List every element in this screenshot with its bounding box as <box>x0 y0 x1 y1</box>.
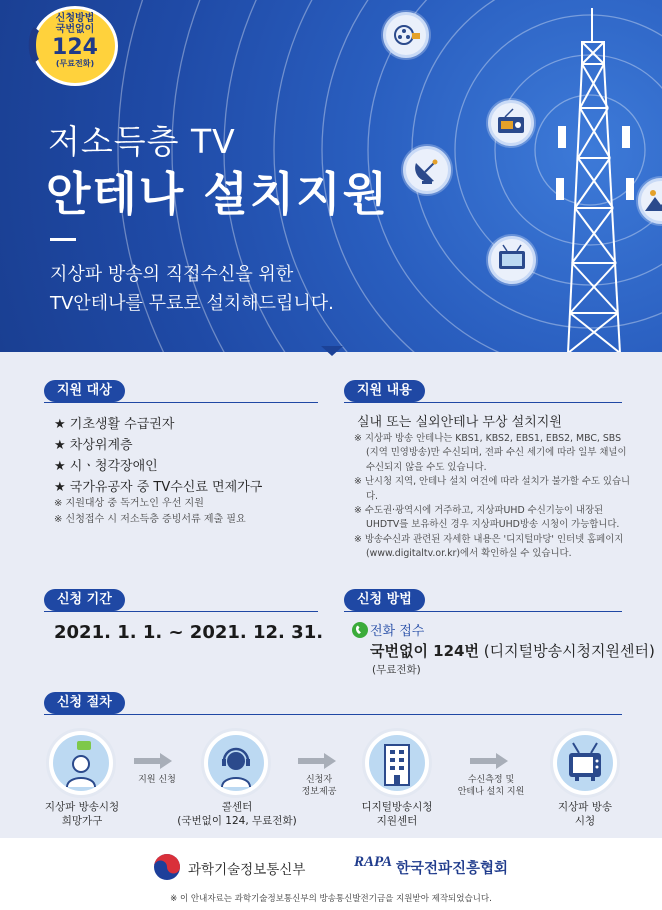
section-divider <box>44 714 622 715</box>
step-label-line1: 지상파 방송시청 <box>44 801 120 813</box>
arrow-label <box>120 774 194 786</box>
section-label-content: 지원 내용 <box>344 380 425 402</box>
film-reel-icon <box>383 12 429 58</box>
title-line1: 저소득층 TV <box>48 122 236 161</box>
application-badge <box>24 6 124 88</box>
transmission-tower-icon <box>556 8 646 352</box>
ministry-logo-icon <box>152 852 182 882</box>
target-note: ※ 지원대상 중 독거노인 우선 지원 <box>54 498 204 509</box>
hero-banner <box>0 0 662 352</box>
title-line2: 안테나 설치지원 <box>46 167 390 221</box>
step-label-line2: 지원센터 <box>376 815 418 827</box>
step-tv-icon <box>550 728 620 798</box>
arrow-label-line2: 안테나 설치 지원 <box>457 787 525 797</box>
section-divider <box>344 611 622 612</box>
content-title: 실내 또는 실외안테나 무상 설치지원 <box>357 415 562 430</box>
section-label-method: 신청 방법 <box>344 589 425 611</box>
footnote: ※ 이 안내자료는 과학기술정보통신부의 방송통신발전기금을 지원받아 제작되었습니다. <box>170 894 492 904</box>
subtitle-line1: 지상파 방송의 직접수신을 위한 <box>50 264 294 285</box>
method-main-bold: 국번없이 124번 <box>370 642 479 660</box>
target-item: ★ 국가유공자 중 TV수신료 면제가구 <box>54 480 263 495</box>
section-label-target: 지원 대상 <box>44 380 125 402</box>
rapa-logo: RAPA <box>354 854 393 870</box>
person-icon <box>49 731 119 801</box>
step-headset-icon <box>201 728 271 798</box>
arrow-label-line1: 신청자 <box>305 775 333 785</box>
section-label-procedure: 신청 절차 <box>44 692 125 714</box>
section-divider <box>44 402 318 403</box>
hero-notch <box>321 346 343 356</box>
step-building-icon <box>362 728 432 798</box>
arrow-icon <box>298 752 338 770</box>
tv-icon <box>488 236 536 284</box>
step-label-line1: 콜센터 <box>221 801 253 813</box>
satellite-dish-icon <box>403 146 451 194</box>
building-icon <box>365 731 435 801</box>
target-item: ★ 차상위계층 <box>54 438 133 453</box>
content-note: ※ 난시청 지역, 안테나 설치 여건에 따라 설치가 불가할 수도 있습니다. <box>354 476 631 502</box>
radio-icon <box>488 100 534 146</box>
step-label <box>532 800 638 828</box>
arrow-label-line1: 지원 신청 <box>138 775 176 785</box>
step-label <box>26 800 138 828</box>
target-note: ※ 신청접수 시 저소득층 증빙서류 제출 필요 <box>54 514 246 525</box>
content-note: ※ 방송수신과 관련된 자세한 내용은 '디지털마당' 인터넷 홈페이지(www.digitaltv.or.kr)에서 확인하실 수 있습니다. <box>354 533 624 560</box>
arrow-label <box>282 774 356 798</box>
content-note: ※ 지상파 방송 안테나는 KBS1, KBS2, EBS1, EBS2, MBC, SBS (지역 민영방송)만 수신되며, 전파 수신 세기에 따라 일부 채널이 수신되지 않을 수도 있습니다. <box>354 433 627 473</box>
method-sub: (무료전화) <box>372 664 421 676</box>
subtitle-line2: TV안테나를 무료로 설치해드립니다. <box>50 293 334 314</box>
subtitle <box>50 260 334 318</box>
badge-number: 124 <box>52 35 98 60</box>
step-person-icon <box>46 728 116 798</box>
arrow-label-line1: 수신측정 및 <box>467 775 515 785</box>
arrow-icon <box>470 752 510 770</box>
method-head <box>352 620 424 639</box>
step-label-line1: 디지털방송시청 <box>361 801 433 813</box>
title-divider <box>50 238 76 241</box>
badge-line1: 신청방법 <box>55 13 95 24</box>
content-note: ※ 수도권·광역시에 거주하고, 지상파UHD 수신기능이 내장된 UHDTV를 보유하신 경우 지상파UHD방송 시청이 가능합니다. <box>354 505 620 531</box>
target-item: ★ 시ㆍ청각장애인 <box>54 459 158 474</box>
step-label <box>334 800 460 828</box>
badge-free: (무료전화) <box>55 59 95 69</box>
section-divider <box>344 402 622 403</box>
section-divider <box>44 611 318 612</box>
phone-icon <box>352 622 368 638</box>
ministry-name: 과학기술정보통신부 <box>188 862 306 878</box>
arrow-icon <box>134 752 174 770</box>
step-label-line2: (국번없이 124, 무료전화) <box>177 815 297 827</box>
badge-line2: 국번없이 <box>55 23 95 35</box>
step-label-line1: 지상파 방송 <box>557 801 613 813</box>
headset-agent-icon <box>204 731 274 801</box>
method-main <box>370 640 655 661</box>
arrow-label-line2: 정보제공 <box>301 787 337 797</box>
method-main-rest: (디지털방송시청지원센터) <box>478 642 655 660</box>
application-period: 2021. 1. 1. ~ 2021. 12. 31. <box>54 622 324 643</box>
rapa-name: 한국전파진흥협회 <box>396 861 509 877</box>
step-label <box>170 800 304 828</box>
step-label-line2: 희망가구 <box>61 815 103 827</box>
method-head-text: 전화 접수 <box>370 624 425 639</box>
section-label-period: 신청 기간 <box>44 589 125 611</box>
badge-text <box>32 14 118 68</box>
target-item: ★ 기초생활 수급권자 <box>54 417 175 432</box>
step-label-line2: 시청 <box>574 815 596 827</box>
content-notes <box>354 432 634 562</box>
arrow-label <box>446 774 536 798</box>
tv-icon <box>553 731 623 801</box>
